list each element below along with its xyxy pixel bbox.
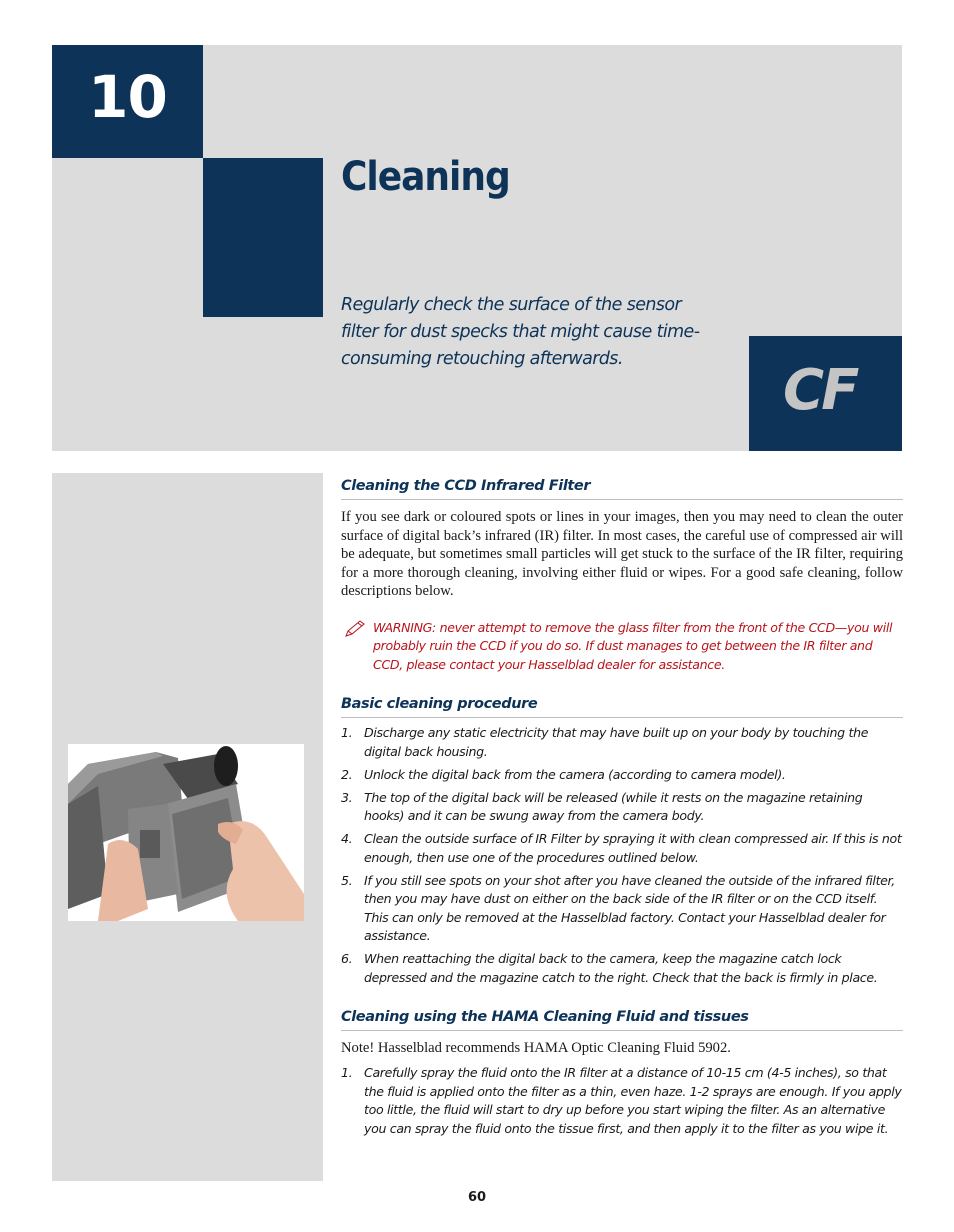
list-item [341,1064,903,1138]
chapter-title: Cleaning [341,154,510,200]
basic-procedure-section [341,694,903,987]
page-number: 60 [467,1190,487,1205]
step-text: If you still see spots on your shot after you have cleaned the outside of the infrared filter, then you may have dust on either on the back side of the IR filter or on the CCD itself. This can only be removed at the Hasselblad factory. Contact your Hasselblad dealer for assistance. [364,872,895,944]
chapter-intro: Regularly check the surface of the sensor filter for dust specks that might cause time-consuming retouching afterwards. [341,295,700,369]
step-text: Unlock the digital back from the camera (according to camera model). [364,766,786,782]
main-content [341,476,903,1143]
hama-steps-list [341,1064,903,1138]
step-text: When reattaching the digital back to the camera, keep the magazine catch lock depressed and the magazine catch to the right. Check that the back is firmly in place. [364,951,878,985]
hama-section [341,1007,903,1138]
step-text: Discharge any static electricity that may have built up on your body by touching the digital back housing. [364,725,869,759]
step-number: 1. [341,725,353,741]
chapter-number-box [52,45,203,158]
decorative-square [203,158,323,317]
list-item [341,766,903,785]
step-number: 3. [341,789,353,805]
list-item [341,830,903,867]
section-heading-basic: Basic cleaning procedure [341,694,903,718]
list-item [341,950,903,987]
warning-text: WARNING: never attempt to remove the glass filter from the front of the CCD—you will probably ruin the CCD if you do so. If dust manages to get between the IR filter and CCD, please contact your Hasselblad dealer for assistance. [373,619,893,672]
basic-steps-list [341,724,903,987]
chapter-number: 10 [88,63,167,131]
section-body-ccd: If you see dark or coloured spots or lines in your images, then you may need to clean the outer surface of digital back’s infrared (IR) filter. In most cases, the careful use of compressed air will be adequate, but sometimes small particles will get stuck to the surface of the IR filter, requiring for a more thorough cleaning, involving either fluid or wipes. For a good safe cleaning, follow descriptions below. [341,509,903,600]
step-number: 5. [341,872,353,888]
hama-note: Note! Hasselblad recommends HAMA Optic Cleaning Fluid 5902. [341,1040,731,1057]
list-item [341,789,903,826]
section-heading-ccd: Cleaning the CCD Infrared Filter [341,476,903,500]
list-item [341,724,903,761]
cf-badge [749,336,902,451]
step-text: Carefully spray the fluid onto the IR filter at a distance of 10-15 cm (4-5 inches), so that the fluid is applied onto the filter as a thin, even haze. 1-2 sprays are enough. If you apply too little, the fluid will start to dry up before you start wiping the filter. As an alternative you can spray the fluid onto the tissue first, and then apply it to the filter as you wipe it. [364,1065,902,1136]
list-item [341,872,903,946]
section-heading-hama: Cleaning using the HAMA Cleaning Fluid and tissues [341,1007,903,1031]
step-text: The top of the digital back will be released (while it rests on the magazine retaining hooks) and it can be swung away from the camera body. [364,789,863,824]
step-text: Clean the outside surface of IR Filter by spraying it with clean compressed air. If this is not enough, then use one of the procedures outlined below. [364,831,902,865]
step-number: 2. [341,766,353,782]
cf-badge-label: CF [783,358,857,423]
camera-photo [68,744,304,921]
pencil-icon [344,620,366,642]
step-number: 1. [341,1065,353,1081]
step-number: 4. [341,831,353,847]
step-number: 6. [341,951,353,967]
warning-block [341,619,903,675]
